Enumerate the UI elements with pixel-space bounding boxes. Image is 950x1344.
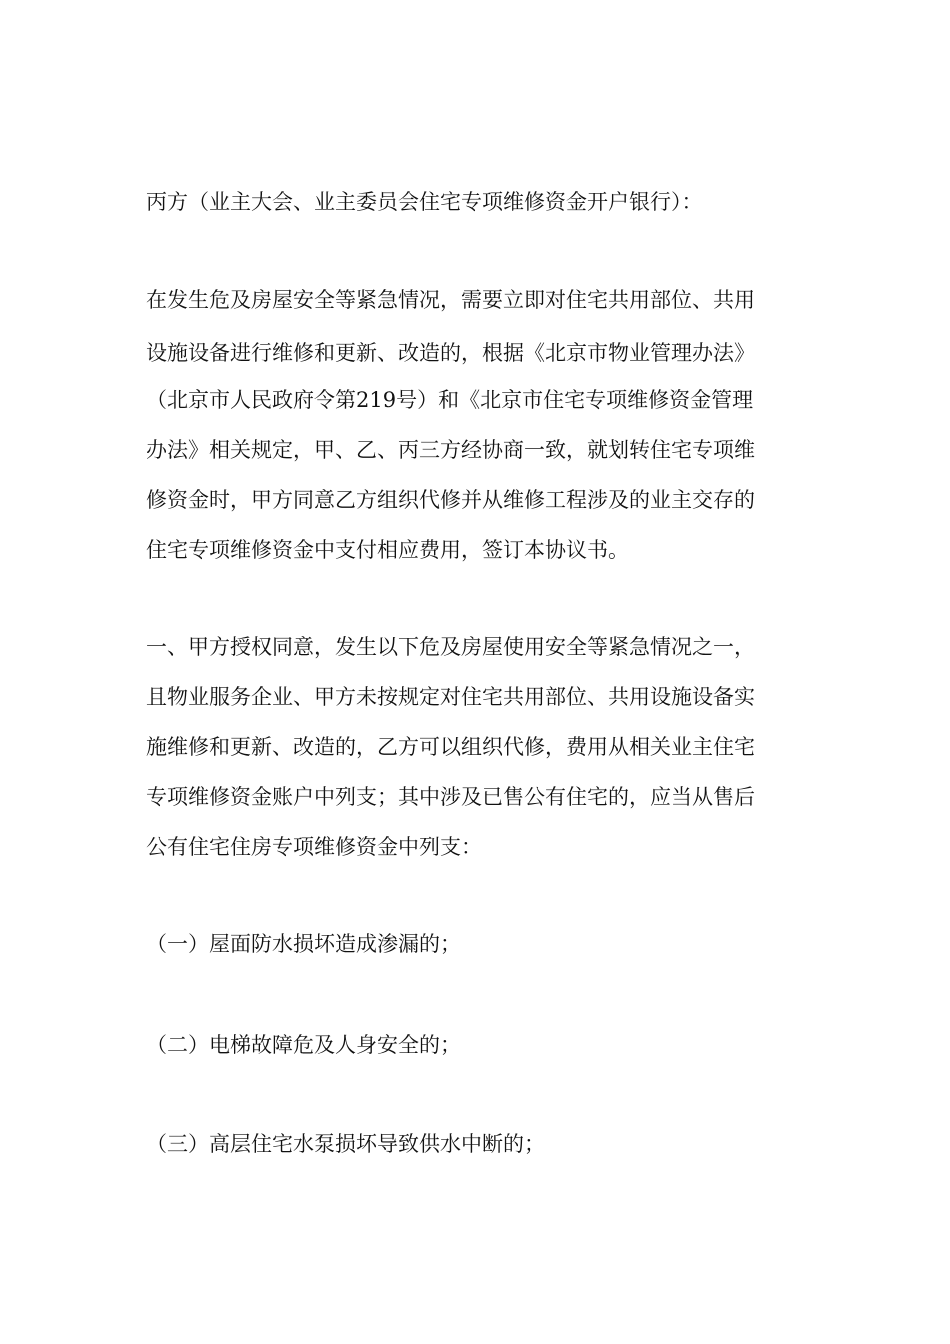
list-item: （一）屋面防水损坏造成渗漏的； xyxy=(146,932,461,956)
intro-line: （北京市人民政府令第219号）和《北京市住宅专项维修资金管理 xyxy=(146,388,754,412)
clause-one-line: 专项维修资金账户中列支；其中涉及已售公有住宅的，应当从售后 xyxy=(146,785,755,809)
list-item: （二）电梯故障危及人身安全的； xyxy=(146,1033,461,1057)
party-c-heading: 丙方（业主大会、业主委员会住宅专项维修资金开户银行）： xyxy=(146,190,703,214)
intro-line: 修资金时，甲方同意乙方组织代修并从维修工程涉及的业主交存的 xyxy=(146,488,755,512)
clause-one-line: 公有住宅住房专项维修资金中列支： xyxy=(146,835,482,859)
clause-one-line: 且物业服务企业、甲方未按规定对住宅共用部位、共用设施设备实 xyxy=(146,685,755,709)
clause-one-line: 施维修和更新、改造的，乙方可以组织代修，费用从相关业主住宅 xyxy=(146,735,755,759)
intro-line: 办法》相关规定，甲、乙、丙三方经协商一致，就划转住宅专项维 xyxy=(146,438,755,462)
intro-line: 住宅专项维修资金中支付相应费用，签订本协议书。 xyxy=(146,538,629,562)
intro-line: 设施设备进行维修和更新、改造的，根据《北京市物业管理办法》 xyxy=(146,341,755,365)
intro-line: 在发生危及房屋安全等紧急情况，需要立即对住宅共用部位、共用 xyxy=(146,288,755,312)
clause-one-line: 一、甲方授权同意，发生以下危及房屋使用安全等紧急情况之一， xyxy=(146,635,755,659)
list-item: （三）高层住宅水泵损坏导致供水中断的； xyxy=(146,1132,545,1156)
